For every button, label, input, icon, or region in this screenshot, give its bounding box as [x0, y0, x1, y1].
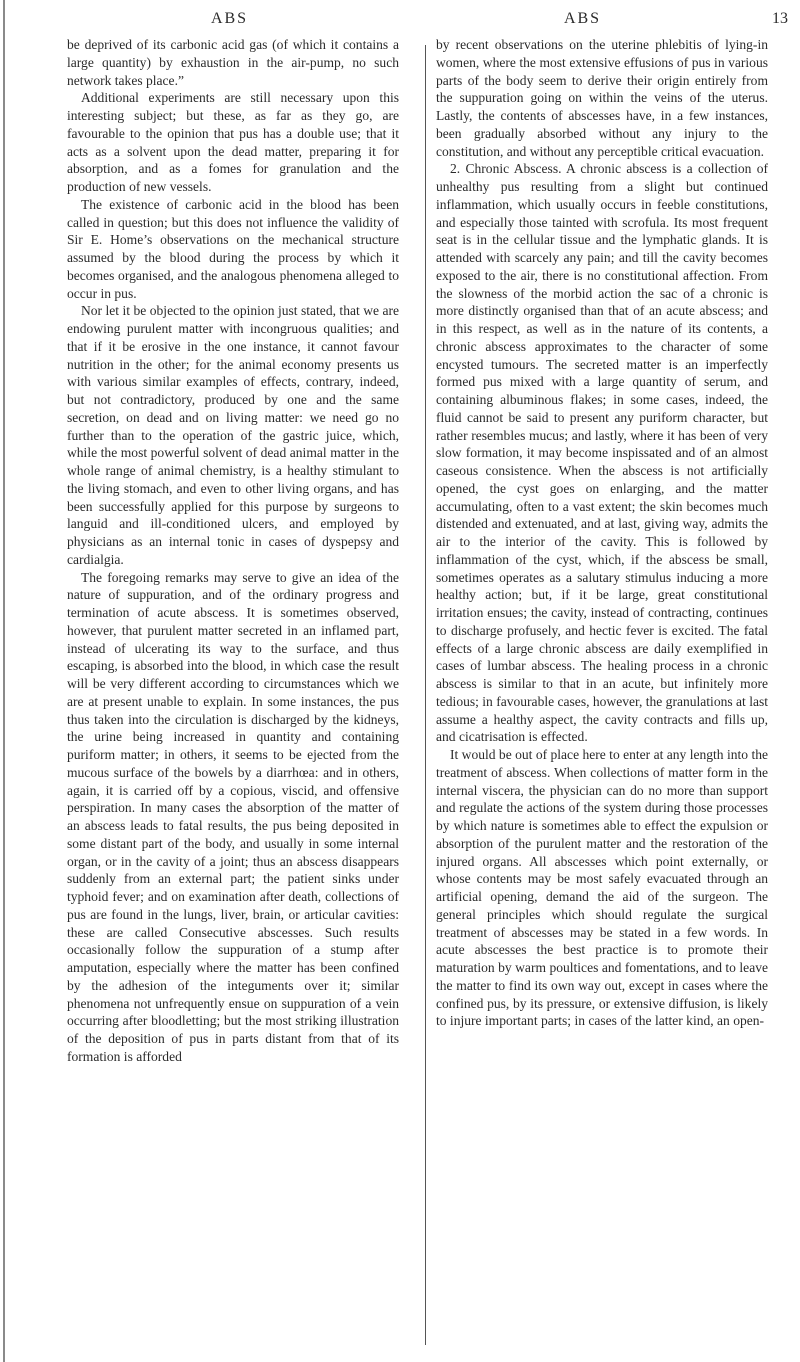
page-number: 13 — [772, 10, 788, 27]
page-edge — [3, 0, 5, 1362]
paragraph: be deprived of its carbonic acid gas (of which it contains a large quantity) by exhaustion in the air-pump, no such network takes place.” — [67, 37, 399, 88]
paragraph: It would be out of place here to enter at any length into the treatment of abscess. When collections of matter form in the internal viscera, the physician can do no more than support and regulate the actions of the system during those processes by which nature is sometimes able to effect the expulsion or absorption of the purulent matter and the restoration of the injured organs. All abscesses which point externally, or whose contents may be most safely evacuated through an artificial opening, demand the aid of the surgeon. The general principles which should regulate the surgical treatment of abscesses may be stated in a few words. In acute abscesses the best practice is to promote their maturation by warm poultices and fomentations, and to leave the matter to find its own way out, except in cases where the confined pus, by its pressure, or extensive diffusion, is likely to injure important parts; in cases of the latter kind, an open- — [436, 747, 768, 1029]
paragraph: Nor let it be objected to the opinion just stated, that we are endowing purulent matter with incongruous qualities; and that if it be erosive in the one instance, it cannot favour nutrition in the other; for the animal economy presents us with various similar examples of effects, contrary, indeed, but not contradictory, produced by one and the same secretion, on dead and on living matter: we need go no further than to the operation of the gastric juice, which, while the most powerful solvent of dead animal matter in the whole range of animal chemistry, is a healthy stimulant to the living stomach, and even to other living organs, and has been successfully applied for this purpose by surgeons to languid and ill-conditioned ulcers, and employed by physicians as an internal tonic in cases of dyspepsy and cardialgia. — [67, 303, 399, 567]
left-column — [67, 36, 399, 1066]
left-running-title: ABS — [210, 10, 249, 27]
paragraph: Additional experiments are still necessary upon this interesting subject; but these, as far as they go, are favourable to the opinion that pus has a double use; that it acts as a solvent upon the dead matter, preparing it for absorption, and as a fomes for granulation and the production of new vessels. — [67, 90, 399, 194]
right-running-title: ABS — [563, 10, 602, 27]
column-divider — [425, 45, 426, 1345]
paragraph: The foregoing remarks may serve to give an idea of the nature of suppuration, and of the ordinary progress and termination of acute abscess. It is sometimes observed, however, that purulent matter secreted in an inflamed part, instead of ulcerating its way to the surface, and thus escaping, is absorbed into the blood, in which case the result will be very different according to circumstances which we are at present unable to explain. In some instances, the pus thus taken into the circulation is discharged by the kidneys, the urine being increased in quantity and containing puriform matter; in others, it seems to be ejected from the mucous surface of the bowels by a diarrhœa: and in others, again, it is carried off by a copious, viscid, and offensive perspiration. In many cases the absorption of the matter of an abscess leads to fatal results, the pus being deposited in some distant part of the body, and usually in some internal organ, or in the cavity of a joint; thus an abscess disappears suddenly from an external part; the patient sinks under typhoid fever; and on examination after death, collections of pus are found in the lungs, liver, brain, or articular cavities: these are called Consecutive abscesses. Such results occasionally follow the suppuration of a stump after amputation, especially where the matter has been confined by the adhesion of the integuments over it; similar phenomena not unfrequently ensue on suppuration of a vein occurring after bloodletting; but the most striking illustration of the deposition of pus in parts distant from that of its formation is afforded — [67, 569, 399, 1064]
paragraph: The existence of carbonic acid in the blood has been called in question; but this does not influence the validity of Sir E. Home’s observations on the mechanical structure assumed by the blood during the process by which it becomes organised, and the analogous phenomena alleged to occur in pus. — [67, 196, 399, 301]
running-header — [0, 10, 800, 36]
right-column — [436, 36, 768, 1030]
paragraph: 2. Chronic Abscess. A chronic abscess is a collection of unhealthy pus resulting from a slight but continued inflammation, which usually occurs in feeble constitutions, and especially those tainted with scrofula. Its most frequent seat is in the cellular tissue and the lymphatic glands. It is attended with scarcely any pain; and till the cavity becomes exposed to the air, there is no constitutional affection. From the slowness of the morbid action the sac of a chronic is more distinctly organised than that of an acute abscess; and in this respect, as well as in the nature of its contents, a chronic abscess approximates to the character of some encysted tumours. The secreted matter is an imperfectly formed pus mixed with a large quantity of serum, and containing albuminous flakes; in some cases, indeed, the fluid cannot be said to present any puriform character, but rather resembles mucus; and lastly, where it has been of very slow formation, it may become inspissated and of an almost caseous consistence. When the abscess is not artificially opened, the cyst goes on enlarging, and the matter accumulating, often to a vast extent; the skin becomes much distended and extenuated, and at last, giving way, admits the air to the interior of the cavity. This is followed by inflammation of the cyst, which, if the abscess be small, sometimes operates as a salutary stimulus inducing a more healthy action; but, if it be large, great constitutional irritation ensues; the cavity, instead of contracting, continues to discharge profusely, and hectic fever is excited. The fatal effects of a large chronic abscess are daily exemplified in cases of lumbar abscess. The healing process in a chronic abscess is similar to that in an acute, but infinitely more tedious; in favourable cases, however, the granulations at last assume a healthy aspect, the cavity contracts and fills up, and cicatrisation is effected. — [436, 161, 769, 745]
paragraph: by recent observations on the uterine phlebitis of lying-in women, where the most extensive effusions of pus in various parts of the body seem to derive their origin entirely from the suppuration going on within the veins of the uterus. Lastly, the contents of abscesses have, in a few instances, been gradually absorbed without any injury to the constitution, and without any perceptible critical evacuation. — [436, 37, 768, 159]
